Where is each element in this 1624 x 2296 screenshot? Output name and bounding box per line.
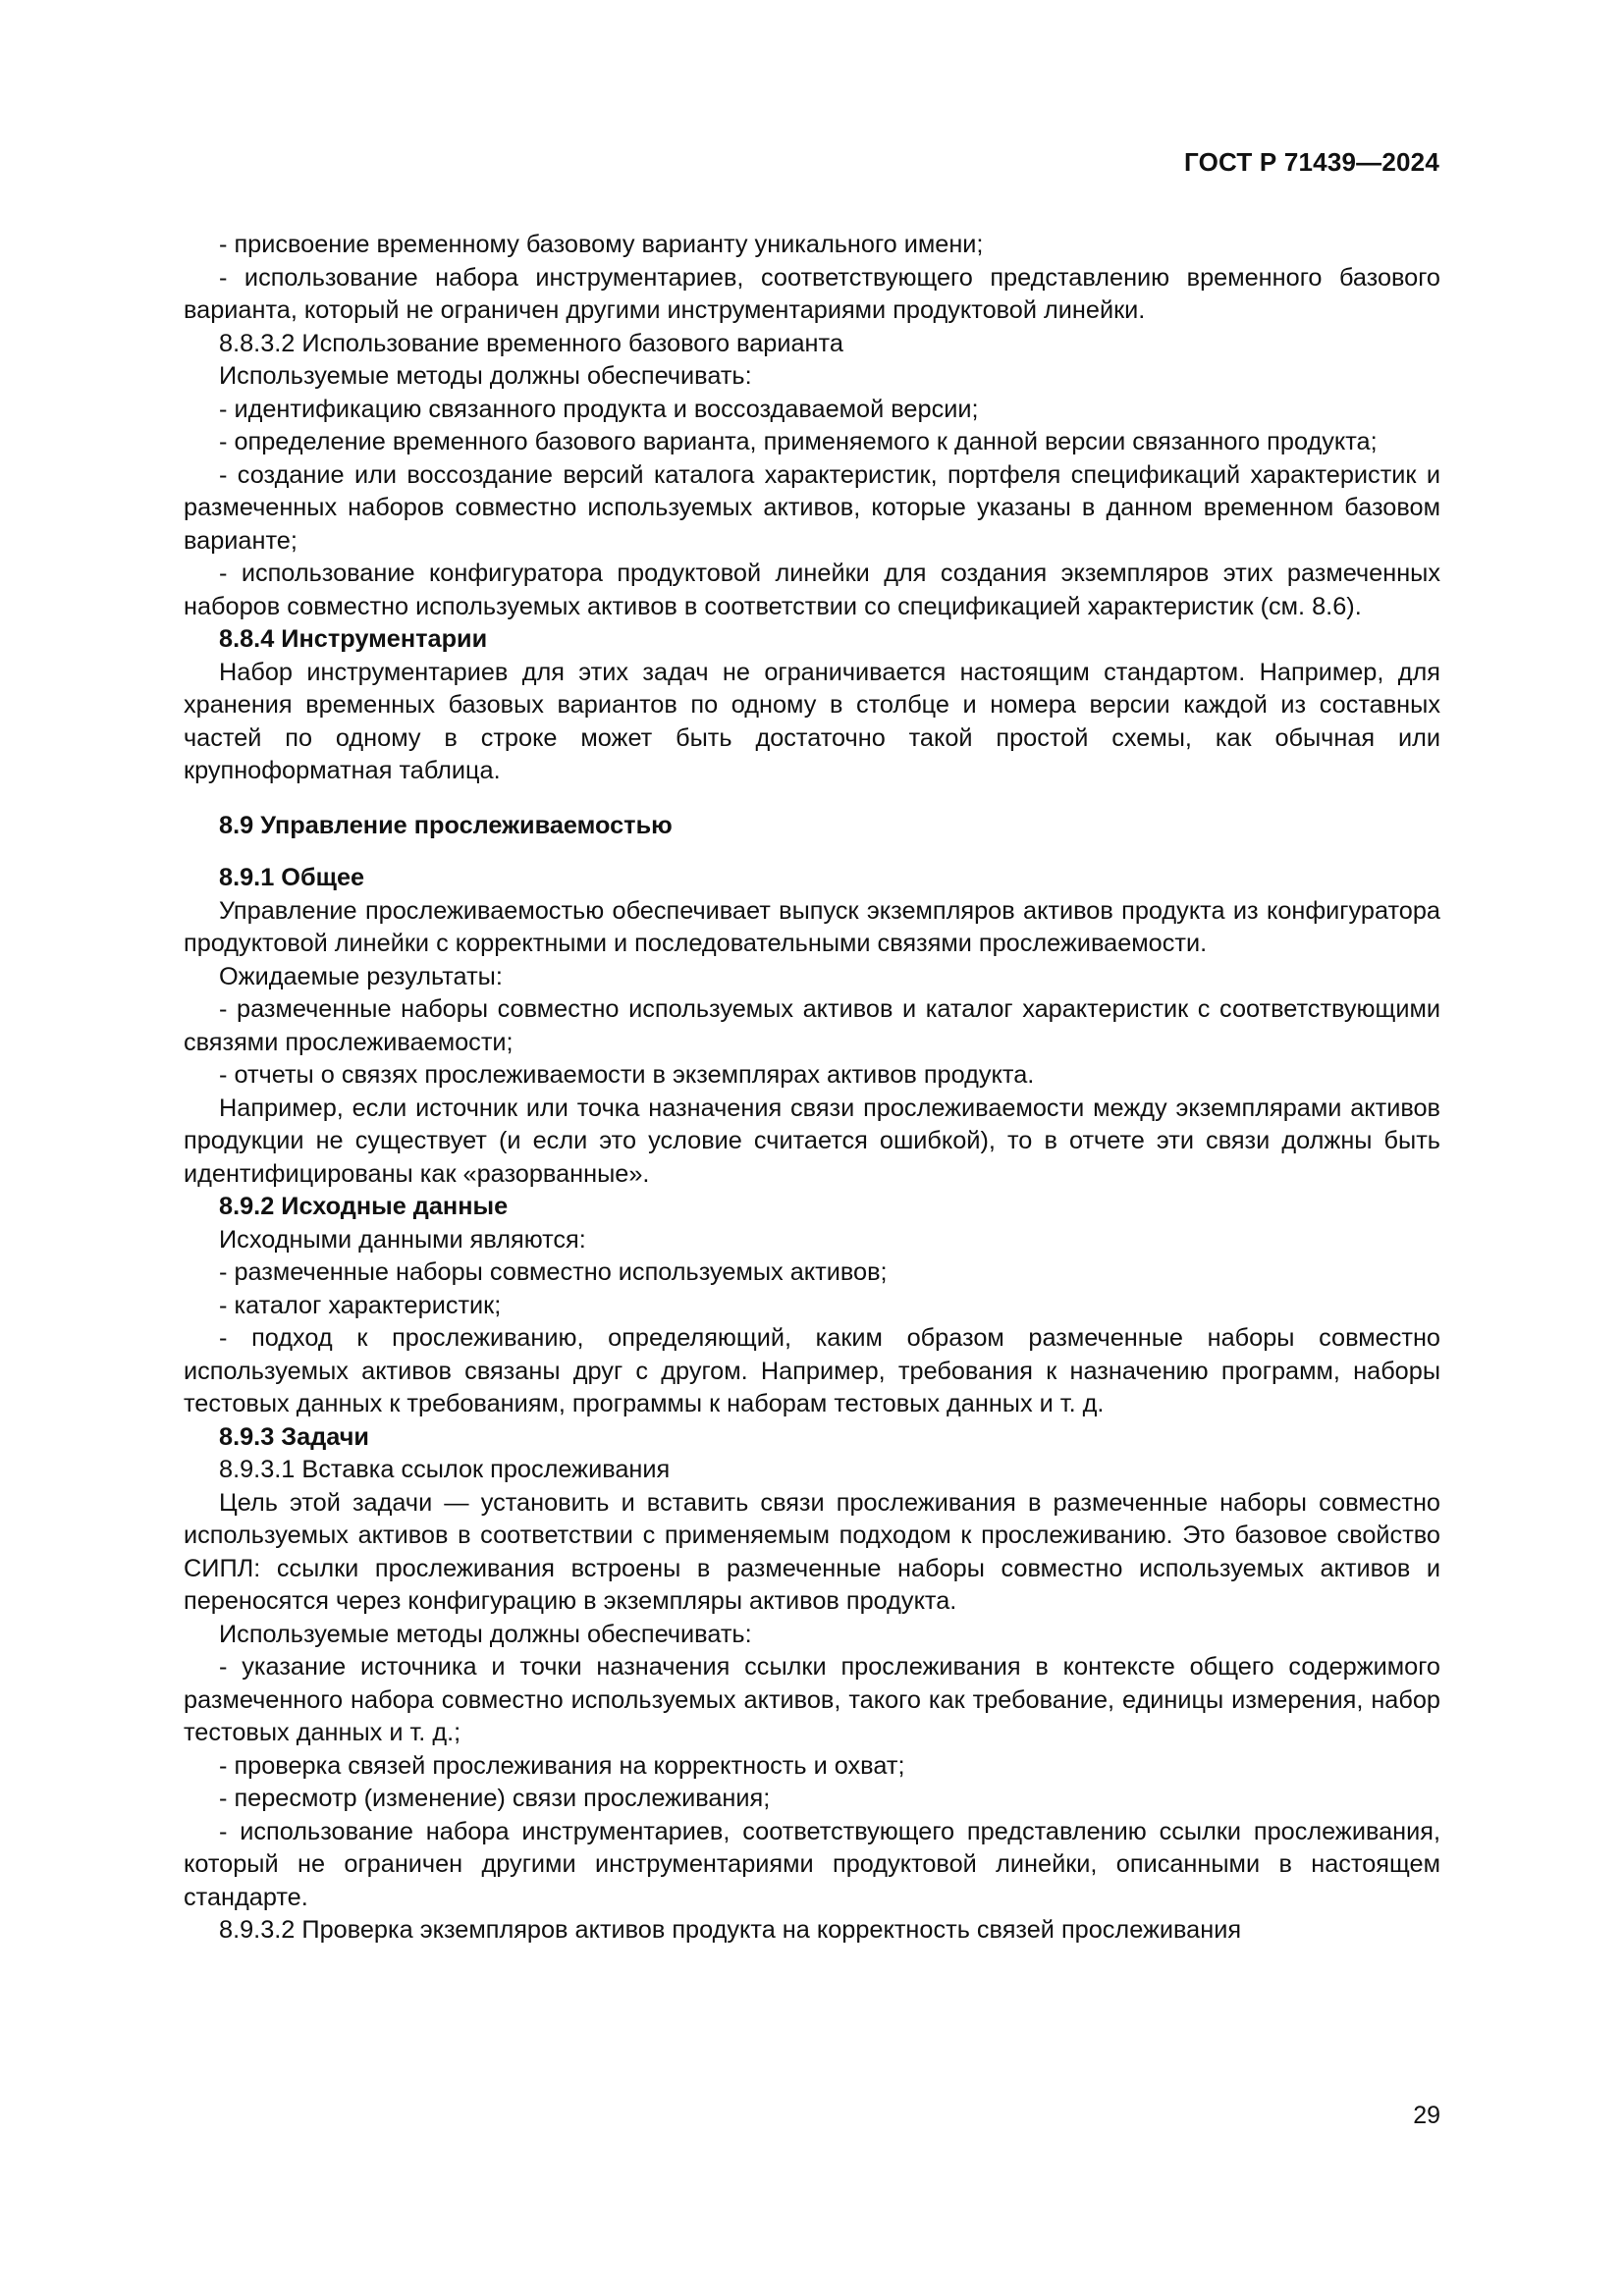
- paragraph: Набор инструментариев для этих задач не ограничивается настоящим стандартом. Например, для хранения временных базовых вариантов по одному в столбце и номера версии каждой из составных частей по одному в строке может быть достаточно такой простой схемы, как обычная или крупноформатная таблица.: [184, 658, 1440, 784]
- list-item: - проверка связей прослеживания на корректность и охват;: [219, 1751, 905, 1780]
- document-code-header: ГОСТ Р 71439—2024: [1184, 147, 1439, 177]
- list-item: - указание источника и точки назначения ссылки прослеживания в контексте общего содержимого размеченного набора совместно используемых активов, такого как требование, единицы измерения, набор тестовых данных и т. д.;: [184, 1653, 1440, 1746]
- list-item: - создание или воссоздание версий каталога характеристик, портфеля спецификаций характеристик и размеченных наборов совместно используемых активов, которые указаны в данном временном базовом варианте;: [184, 460, 1440, 555]
- list-item: - подход к прослеживанию, определяющий, каким образом размеченные наборы совместно используемых активов связаны друг с другом. Например, требования к назначению программ, наборы тестовых данных к требованиям, программы к наборам тестовых данных и т. д.: [184, 1324, 1440, 1417]
- paragraph: Используемые методы должны обеспечивать:: [219, 362, 752, 390]
- list-item: - использование конфигуратора продуктовой линейки для создания экземпляров этих размеченных наборов совместно используемых активов в соответствии со спецификацией характеристик (см. 8.6).: [184, 560, 1440, 620]
- list-item: - размеченные наборы совместно используемых активов;: [219, 1258, 888, 1286]
- page-number: 29: [1413, 2102, 1440, 2129]
- list-item: - определение временного базового варианта, применяемого к данной версии связанного продукта;: [219, 428, 1378, 455]
- paragraph: Например, если источник или точка назначения связи прослеживаемости между экземплярами активов продукции не существует (и если это условие считается ошибкой), то в отчете эти связи должны быть идентифицированы как «разорванные».: [184, 1094, 1440, 1188]
- section-heading-8-8-4: 8.8.4 Инструментарии: [219, 625, 488, 653]
- list-item: - использование набора инструментариев, соответствующего представлению временного базового варианта, который не ограничен другими инструментариями продуктовой линейки.: [184, 263, 1440, 324]
- subclause-heading-8-8-3-2: 8.8.3.2 Использование временного базового варианта: [219, 329, 843, 357]
- list-item: - пересмотр (изменение) связи прослеживания;: [219, 1785, 771, 1812]
- list-item: - каталог характеристик;: [219, 1291, 502, 1319]
- list-item: - присвоение временному базовому варианту уникального имени;: [219, 231, 984, 258]
- paragraph: Ожидаемые результаты:: [219, 962, 503, 990]
- list-item: - использование набора инструментариев, соответствующего представлению ссылки прослеживания, который не ограничен другими инструментариями продуктовой линейки, описанными в настоящем стандарте.: [184, 1817, 1440, 1911]
- list-item: - идентификацию связанного продукта и воссоздаваемой версии;: [219, 395, 979, 423]
- paragraph: Управление прослеживаемостью обеспечивает выпуск экземпляров активов продукта из конфигуратора продуктовой линейки с корректными и последовательными связями прослеживаемости.: [184, 896, 1440, 957]
- section-heading-8-9-3: 8.9.3 Задачи: [219, 1422, 369, 1451]
- document-body: [184, 229, 1440, 1948]
- paragraph: Цель этой задачи — установить и вставить связи прослеживания в размеченные наборы совместно используемых активов в соответствии с применяемым подходом к прослеживанию. Это базовое свойство СИПЛ: ссылки прослеживания встроены в размеченные наборы совместно используемых активов и переносятся через конфигурацию в экземпляры активов продукта.: [184, 1488, 1440, 1615]
- list-item: - размеченные наборы совместно используемых активов и каталог характеристик с соответствующими связями прослеживаемости;: [184, 995, 1440, 1056]
- section-heading-8-9-2: 8.9.2 Исходные данные: [219, 1193, 509, 1220]
- paragraph: Используемые методы должны обеспечивать:: [219, 1620, 752, 1648]
- subclause-heading-8-9-3-2: 8.9.3.2 Проверка экземпляров активов продукта на корректность связей прослеживания: [219, 1916, 1242, 1944]
- section-heading-8-9: 8.9 Управление прослеживаемостью: [219, 811, 673, 839]
- list-item: - отчеты о связях прослеживаемости в экземплярах активов продукта.: [219, 1061, 1035, 1089]
- paragraph: Исходными данными являются:: [219, 1225, 586, 1254]
- subclause-heading-8-9-3-1: 8.9.3.1 Вставка ссылок прослеживания: [219, 1456, 671, 1483]
- section-heading-8-9-1: 8.9.1 Общее: [219, 864, 365, 891]
